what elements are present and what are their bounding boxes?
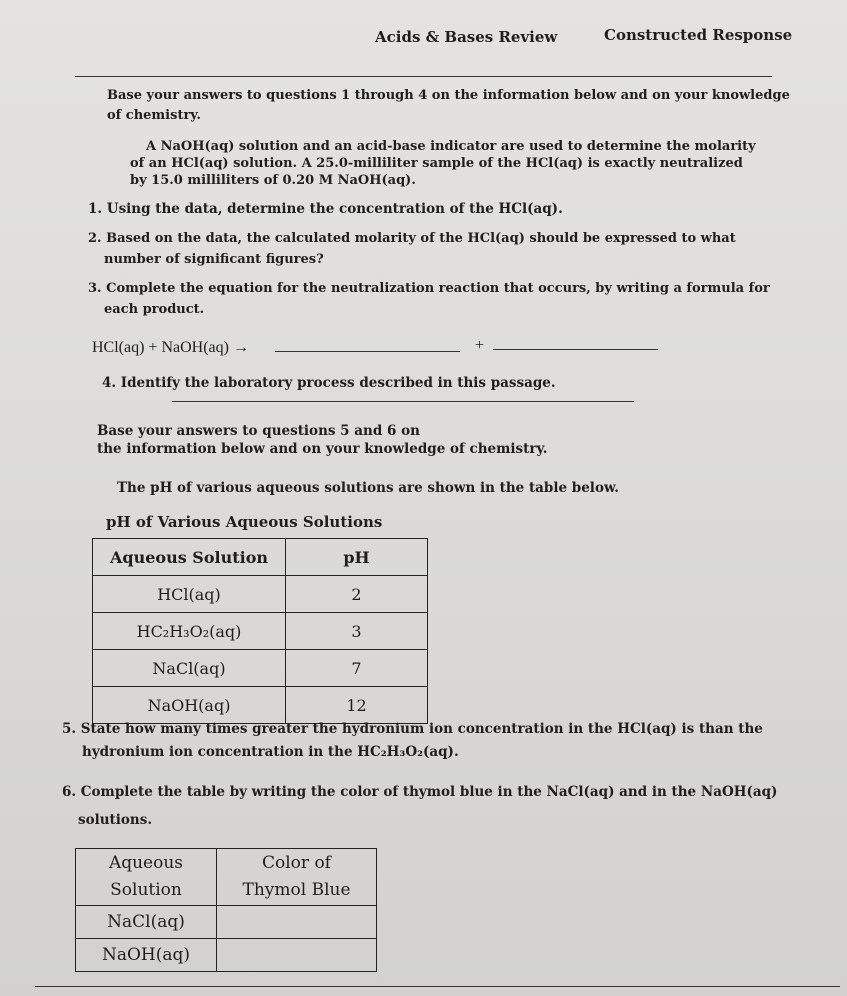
solution-cell: NaCl(aq) [93, 650, 286, 687]
thymol-blue-table [75, 848, 377, 972]
question-6: 6. Complete the table by writing the color of thymol blue in the NaCl(aq) and in the NaOH(aq) [62, 784, 778, 800]
intro-line: Base your answers to questions 1 through 4 on the information below and on your knowledge [107, 88, 790, 103]
passage-line: by 15.0 milliliters of 0.20 M NaOH(aq). [130, 173, 416, 188]
header-solution: Aqueous Solution [93, 539, 286, 576]
question-5: 5. State how many times greater the hydronium ion concentration in the HCl(aq) is than the [62, 721, 763, 737]
ph-table [92, 538, 428, 724]
worksheet-subtitle: Constructed Response [604, 26, 793, 44]
intro2-line: Base your answers to questions 5 and 6 on [97, 423, 420, 439]
table-row [93, 687, 428, 724]
divider [35, 986, 840, 987]
solution-cell: NaOH(aq) [93, 687, 286, 724]
table-row [93, 650, 428, 687]
question-4-answer-line[interactable] [172, 401, 634, 402]
color-answer-cell[interactable] [217, 906, 377, 939]
table-row [76, 939, 377, 972]
divider [75, 76, 772, 77]
header-ph: pH [286, 539, 428, 576]
ph-cell: 7 [286, 650, 428, 687]
passage-line: of an HCl(aq) solution. A 25.0-milliliter sample of the HCl(aq) is exactly neutralized [130, 156, 743, 171]
color-answer-cell[interactable] [217, 939, 377, 972]
question-2-cont: number of significant figures? [104, 252, 324, 267]
question-1: 1. Using the data, determine the concentration of the HCl(aq). [88, 201, 563, 217]
ph-cell: 12 [286, 687, 428, 724]
header-thymol-blue [217, 849, 377, 906]
solution-cell: HCl(aq) [93, 576, 286, 613]
plus-sign: + [475, 337, 485, 354]
solution-cell: HC₂H₃O₂(aq) [93, 613, 286, 650]
solution-cell: NaCl(aq) [76, 906, 217, 939]
product-1-answer-line[interactable] [275, 351, 460, 352]
ph-cell: 2 [286, 576, 428, 613]
product-2-answer-line[interactable] [493, 349, 658, 350]
header-text: Color of [262, 853, 331, 873]
ph-cell: 3 [286, 613, 428, 650]
question-3-cont: each product. [104, 302, 205, 317]
header-aqueous-solution [76, 849, 217, 906]
table-row [93, 613, 428, 650]
table-row [76, 906, 377, 939]
ph-table-title: pH of Various Aqueous Solutions [106, 513, 383, 531]
equation-reactants: HCl(aq) + NaOH(aq) → [92, 339, 249, 356]
question-6-cont: solutions. [78, 812, 153, 828]
passage-line: A NaOH(aq) solution and an acid-base indicator are used to determine the molarity [146, 139, 756, 154]
table-row [93, 576, 428, 613]
solution-cell: NaOH(aq) [76, 939, 217, 972]
header-text: Solution [110, 880, 182, 901]
header-text: Aqueous [108, 853, 184, 873]
intro-line: of chemistry. [107, 108, 201, 123]
question-3: 3. Complete the equation for the neutralization reaction that occurs, by writing a formula for [88, 281, 770, 296]
question-5-cont: hydronium ion concentration in the HC₂H₃O₂(aq). [82, 744, 459, 760]
intro2-line: The pH of various aqueous solutions are shown in the table below. [117, 480, 619, 496]
question-4: 4. Identify the laboratory process described in this passage. [102, 375, 556, 391]
worksheet-title: Acids & Bases Review [375, 28, 558, 46]
intro2-line: the information below and on your knowledge of chemistry. [97, 441, 548, 457]
question-2: 2. Based on the data, the calculated molarity of the HCl(aq) should be expressed to what [88, 231, 736, 246]
header-text: Thymol Blue [242, 880, 351, 901]
